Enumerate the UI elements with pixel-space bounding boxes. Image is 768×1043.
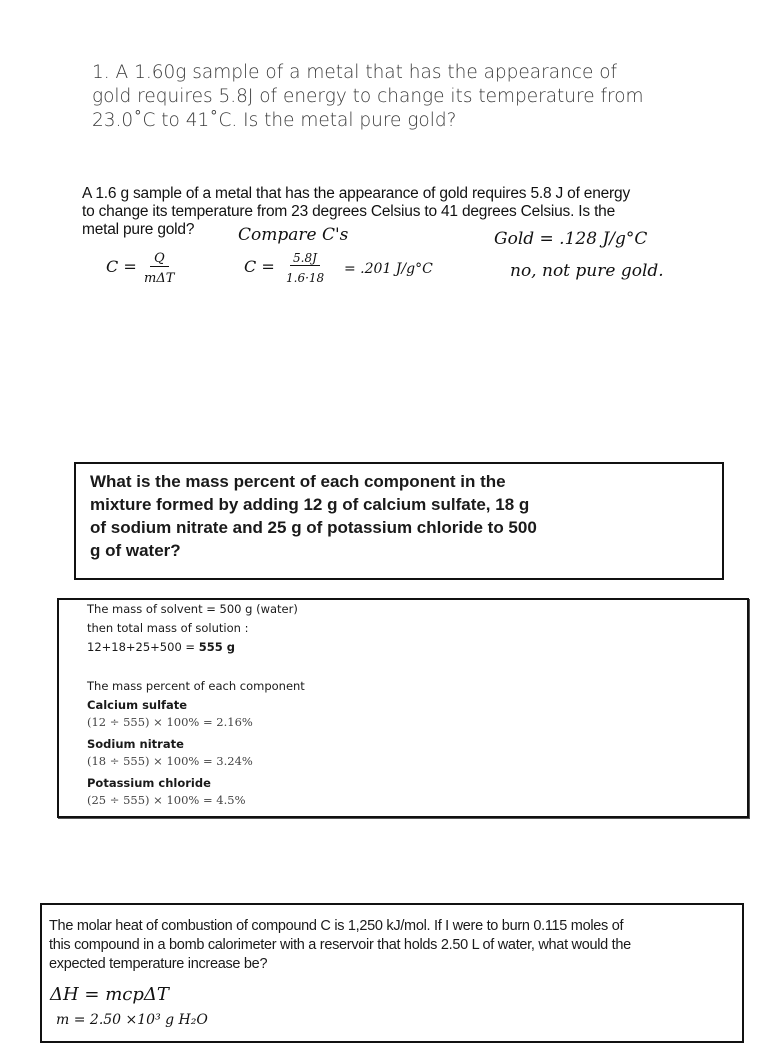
calcium-label: Calcium sulfate <box>87 698 188 712</box>
handwritten-c-formula-lhs: C = <box>106 257 137 276</box>
sodium-label: Sodium nitrate <box>87 737 184 751</box>
problem-1-line: 1. A 1.60g sample of a metal that has the appearance of <box>92 62 618 83</box>
problem-3-line: this compound in a bomb calorimeter with a reservoir that holds 2.50 L of water, what would the <box>49 937 631 953</box>
scan-1-typed-line: metal pure gold? <box>82 221 195 238</box>
percent-intro-line: The mass percent of each component <box>87 679 305 693</box>
problem-2-line: What is the mass percent of each component in the <box>90 472 506 491</box>
solution-2-box <box>57 598 749 818</box>
scan-1-typed-line: to change its temperature from 23 degrees Celsius to 41 degrees Celsius. Is the <box>82 203 616 220</box>
potassium-formula: (25 ÷ 555) × 100% = 4.5% <box>87 793 246 807</box>
total-result: 555 g <box>198 640 235 654</box>
problem-2-line: mixture formed by adding 12 g of calcium sulfate, 18 g <box>90 495 530 514</box>
handwritten-gold-value: Gold = .128 J/g°C <box>494 229 648 249</box>
handwritten-c-calc-result: = .201 J/g°C <box>344 261 433 277</box>
calcium-formula: (12 ÷ 555) × 100% = 2.16% <box>87 715 253 729</box>
problem-1-text <box>92 61 672 133</box>
total-sum: 12+18+25+500 = <box>87 640 199 654</box>
handwritten-c-calc-lhs: C = <box>244 257 275 276</box>
handwritten-c-calc-numerator: 5.8J <box>290 251 320 266</box>
problem-1-line: gold requires 5.8J of energy to change its temperature from <box>92 86 644 107</box>
handwritten-c-formula-numerator: Q <box>150 251 169 267</box>
problem-3-box <box>40 903 744 1043</box>
problem-3-line: expected temperature increase be? <box>49 956 268 972</box>
problem-3-line: The molar heat of combustion of compound C is 1,250 kJ/mol. If I were to burn 0.115 moles of <box>49 918 624 934</box>
problem-2-line: of sodium nitrate and 25 g of potassium chloride to 500 <box>90 518 537 537</box>
handwritten-enthalpy-equation: ΔH = mcpΔT <box>50 984 169 1005</box>
handwritten-mass-line: m = 2.50 ×10³ g H₂O <box>56 1012 208 1028</box>
handwritten-compare: Compare C's <box>238 225 349 245</box>
scanned-solution-1 <box>82 185 722 305</box>
total-intro-line: then total mass of solution : <box>87 621 249 635</box>
sodium-formula: (18 ÷ 555) × 100% = 3.24% <box>87 754 253 768</box>
handwritten-conclusion: no, not pure gold. <box>510 261 664 281</box>
total-sum-line <box>87 640 235 654</box>
problem-2-line: g of water? <box>90 541 181 560</box>
potassium-label: Potassium chloride <box>87 776 211 790</box>
handwritten-c-formula-denominator: mΔT <box>144 271 175 286</box>
problem-1-line: 23.0˚C to 41˚C. Is the metal pure gold? <box>92 110 457 131</box>
problem-2-box <box>74 462 724 580</box>
handwritten-c-calc-denominator: 1.6·18 <box>286 271 325 285</box>
solvent-line: The mass of solvent = 500 g (water) <box>87 602 298 616</box>
scan-1-typed-line: A 1.6 g sample of a metal that has the appearance of gold requires 5.8 J of energy <box>82 185 630 202</box>
